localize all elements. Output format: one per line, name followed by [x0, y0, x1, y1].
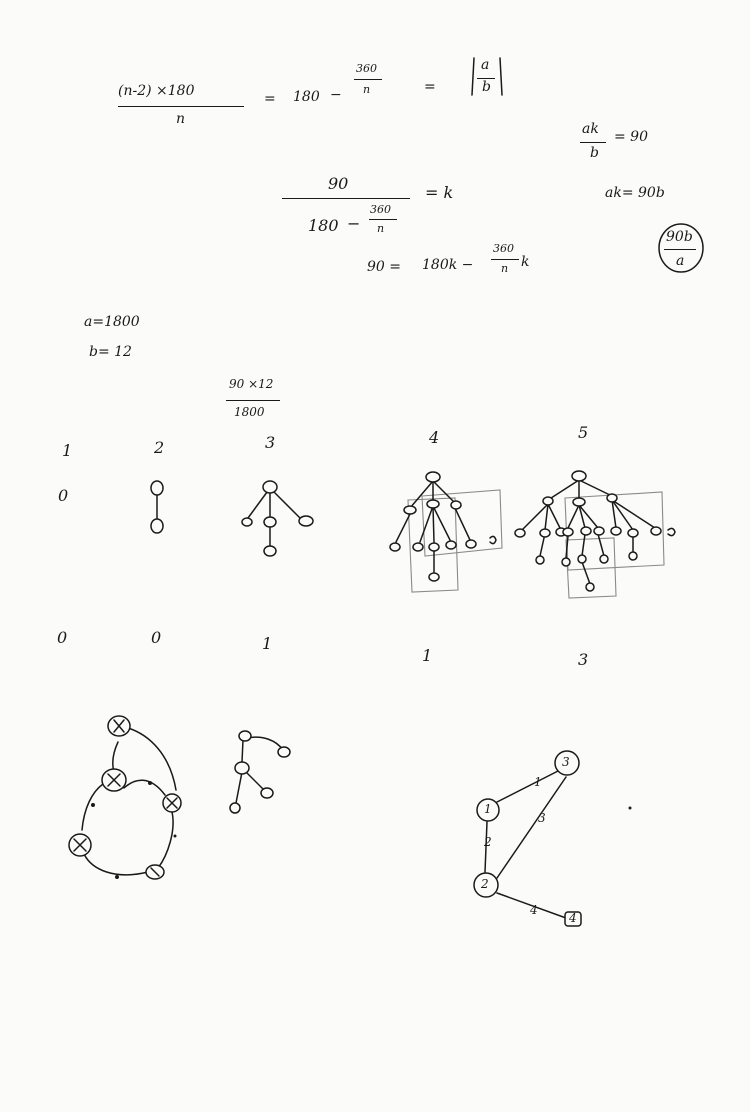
tree-level-3	[242, 481, 313, 556]
tree-level-4	[390, 472, 502, 592]
value-a: a=1800	[84, 314, 140, 330]
weighted-graph	[474, 751, 632, 926]
graph-edge-2-3-weight: 3	[538, 811, 546, 825]
eq1-rhs-frac-den: n	[363, 83, 371, 96]
eq1-boxed-den: b	[482, 79, 491, 95]
eq3-frac-num: 360	[493, 242, 514, 255]
eq1-equals-b: =	[424, 79, 436, 95]
ring-sketch	[69, 716, 181, 879]
graph-node-1-label: 1	[484, 802, 492, 816]
edge-1-3	[497, 770, 560, 802]
eq2-den-frac-num: 360	[370, 203, 391, 216]
eq1-denominator: n	[176, 111, 186, 127]
eq3-mid: 180k −	[422, 257, 474, 273]
side-circled-num: 90b	[666, 229, 693, 245]
eq1-boxed-num: a	[481, 57, 490, 73]
eq2-den-frac-den: n	[377, 222, 385, 235]
tree-level-5	[515, 471, 675, 598]
tree-level-2	[151, 481, 163, 533]
graph-node-3-label: 3	[562, 755, 570, 769]
level-5-top: 5	[578, 423, 589, 442]
level-1-bottom: 0	[57, 628, 68, 647]
level-2-top: 2	[154, 438, 165, 457]
calc-numerator: 90 ×12	[229, 377, 274, 391]
value-b: b= 12	[89, 344, 132, 360]
level-4-top: 4	[429, 428, 440, 447]
edge-2-3	[497, 777, 566, 878]
side-equals: = 90	[614, 129, 648, 145]
eq2-den-whole: 180	[308, 216, 339, 235]
level-1-top: 1	[62, 441, 73, 460]
eq1-rhs-whole: 180	[293, 89, 320, 105]
eq1-rhs-minus: −	[330, 87, 342, 103]
eq1-rhs-frac-num: 360	[356, 62, 377, 75]
side-circled-den: a	[676, 253, 685, 269]
level-2-bottom: 0	[151, 628, 162, 647]
side-circle	[659, 224, 703, 272]
level-3-top: 3	[265, 433, 276, 452]
eq1-equals-a: =	[264, 91, 276, 107]
branch-sketch	[230, 731, 290, 813]
side-frac-den: b	[590, 145, 599, 161]
graph-node-4-label: 4	[569, 911, 577, 925]
level-5-bottom: 3	[578, 650, 589, 669]
graph-node-2-label: 2	[481, 877, 489, 891]
eq1-boxed-brackets	[472, 58, 502, 95]
eq3-lhs: 90 =	[367, 259, 401, 275]
calc-denominator: 1800	[234, 405, 265, 419]
eq1-numerator: (n-2) ×180	[118, 83, 195, 99]
graph-edge-2-4-weight: 4	[530, 903, 538, 917]
eq3-k: k	[521, 254, 530, 270]
level-1-node: 0	[58, 486, 69, 505]
graph-edge-1-3-weight: 1	[534, 775, 542, 789]
eq2-numerator: 90	[328, 174, 349, 193]
eq2-equals-k: = k	[425, 183, 454, 202]
eq2-den-minus: −	[347, 214, 361, 233]
level-4-bottom: 1	[422, 646, 433, 665]
side-line2: ak= 90b	[605, 185, 665, 201]
side-frac-num: ak	[582, 121, 599, 137]
eq3-frac-den: n	[501, 262, 509, 275]
graph-edge-1-2-weight: 2	[484, 835, 492, 849]
level-3-bottom: 1	[262, 634, 273, 653]
